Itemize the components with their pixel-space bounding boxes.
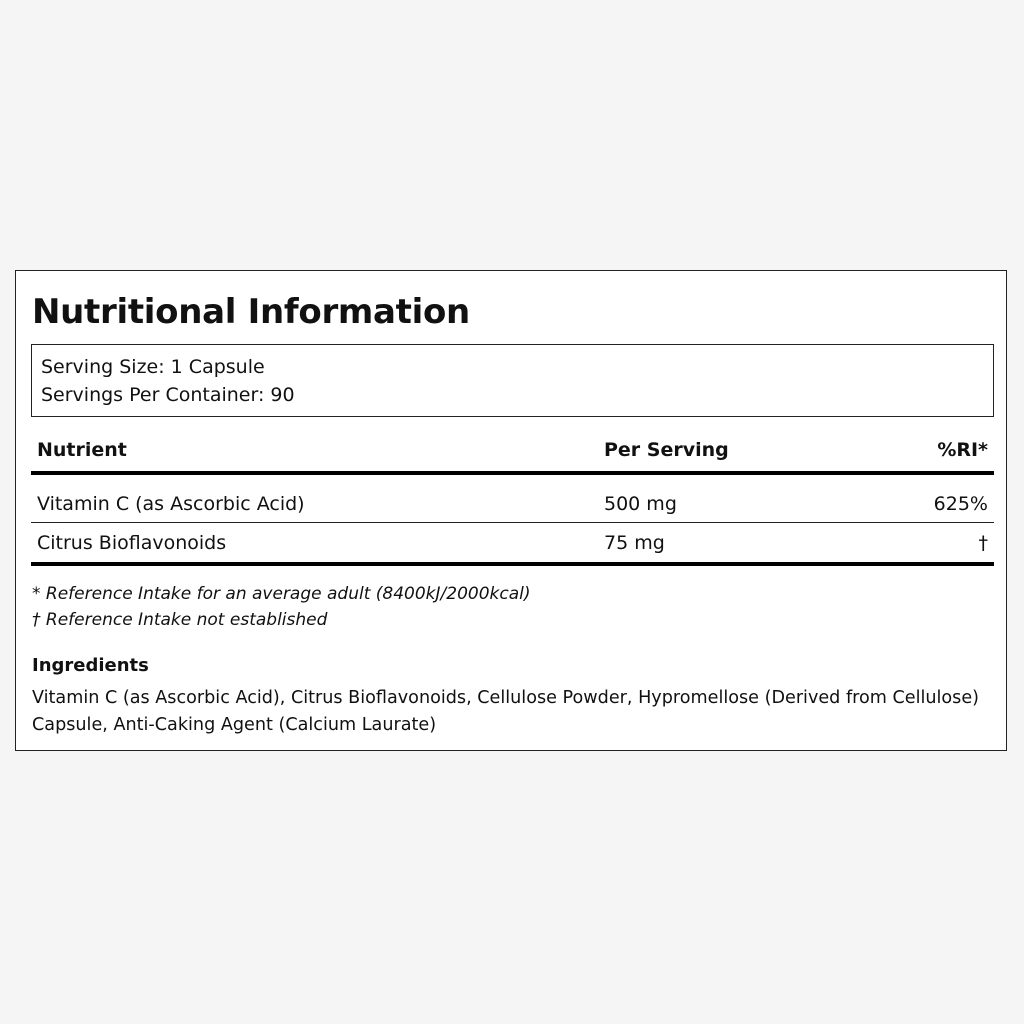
column-header-nutrient: Nutrient bbox=[37, 439, 127, 461]
nutrient-name: Citrus Bioflavonoids bbox=[37, 532, 227, 554]
ingredients-heading: Ingredients bbox=[32, 655, 149, 676]
table-row bbox=[31, 523, 994, 566]
nutrient-name: Vitamin C (as Ascorbic Acid) bbox=[37, 493, 305, 515]
table-header-row bbox=[31, 431, 994, 475]
nutrient-ri: 625% bbox=[933, 493, 988, 515]
column-header-per-serving: Per Serving bbox=[604, 439, 729, 461]
page-title: Nutritional Information bbox=[32, 292, 470, 332]
nutrient-ri: † bbox=[978, 532, 988, 554]
serving-info-box bbox=[31, 344, 994, 417]
nutrient-amount: 500 mg bbox=[604, 493, 677, 515]
nutrient-table bbox=[31, 431, 994, 566]
serving-size: Serving Size: 1 Capsule bbox=[41, 356, 265, 378]
table-row bbox=[31, 475, 994, 523]
footnote-not-established: † Reference Intake not established bbox=[32, 610, 328, 630]
footnote-reference-intake: * Reference Intake for an average adult (8400kJ/2000kcal) bbox=[32, 584, 531, 604]
servings-per-container: Servings Per Container: 90 bbox=[41, 384, 295, 406]
nutrition-panel bbox=[15, 270, 1007, 751]
nutrient-amount: 75 mg bbox=[604, 532, 665, 554]
footnotes bbox=[32, 581, 531, 633]
ingredients-text: Vitamin C (as Ascorbic Acid), Citrus Bioflavonoids, Cellulose Powder, Hypromellose (Derived from Cellulose) Capsule, Anti-Caking Agent (Calcium Laurate) bbox=[32, 688, 980, 735]
column-header-ri: %RI* bbox=[937, 439, 988, 461]
